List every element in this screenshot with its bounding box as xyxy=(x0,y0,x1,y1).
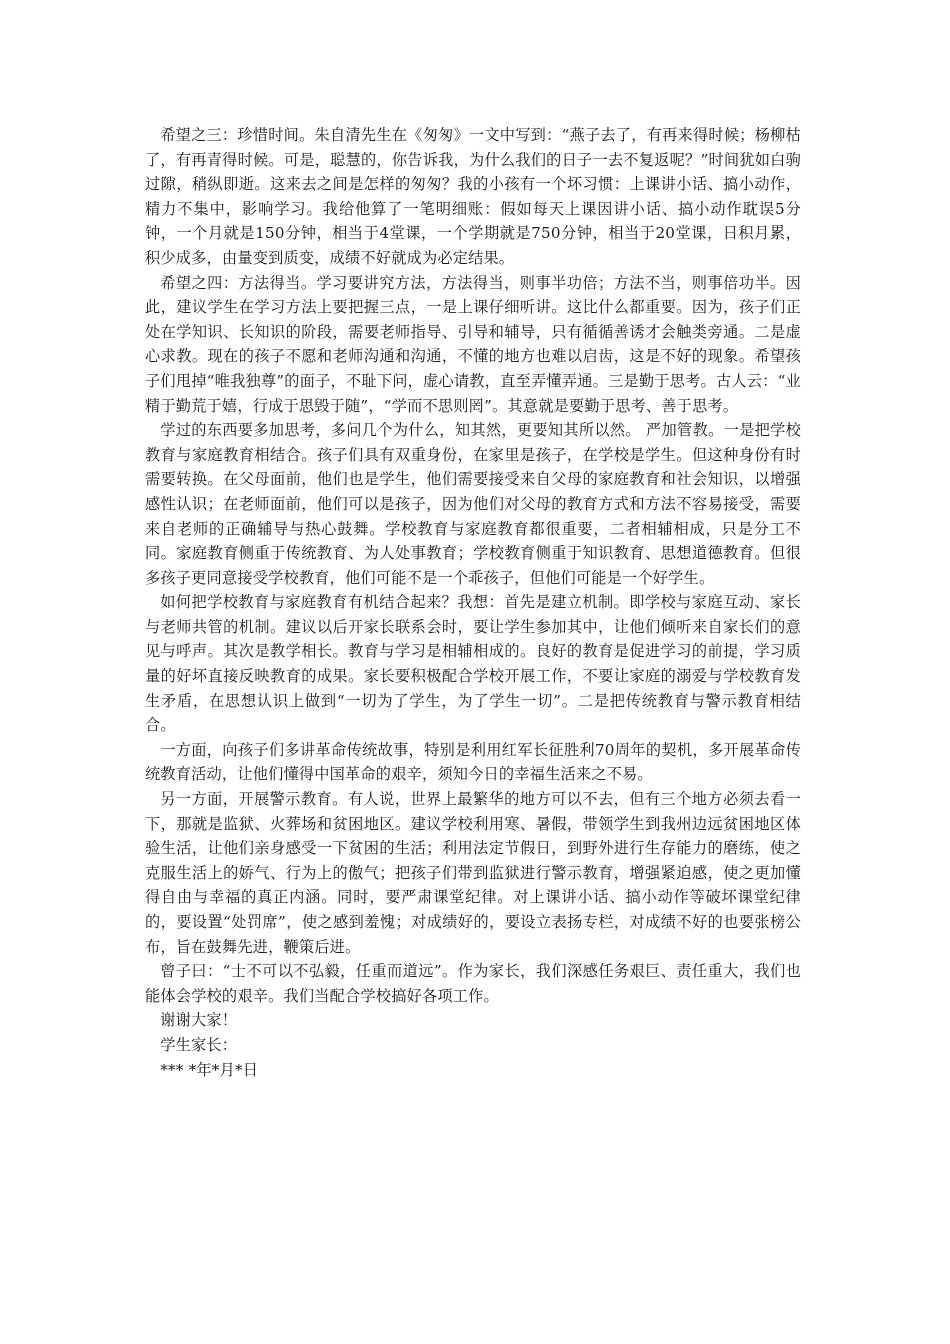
document-body xyxy=(145,123,801,1082)
paragraph-hope-three: 希望之三：珍惜时间。朱自清先生在《匆匆》一文中写到：“燕子去了，有再来得时候；杨柳枯了，有再青得时候。可是，聪慧的，你告诉我，为什么我们的日子一去不复返呢？”时间犹如白驹过隙，稍纵即逝。这来去之间是怎样的匆匆？我的小孩有一个坏习惯：上课讲小话、搞小动作，精力不集中，影响学习。我给他算了一笔明细账：假如每天上课因讲小话、搞小动作耽误5分钟，一个月就是150分钟，相当于4堂课，一个学期就是750分钟，相当于20堂课，日积月累，积少成多，由量变到质变，成绩不好就成为必定结果。 xyxy=(145,126,801,267)
paragraph-revolutionary-tradition: 一方面，向孩子们多讲革命传统故事，特别是利用红军长征胜利70周年的契机，多开展革命传统教育活动，让他们懂得中国革命的艰辛，须知今日的幸福生活来之不易。 xyxy=(145,740,801,784)
closing-signature: 学生家长： xyxy=(160,1035,238,1054)
closing-date-line: *** *年*月*日 xyxy=(160,1060,259,1079)
closing-thanks: 谢谢大家！ xyxy=(160,1011,238,1030)
paragraph-school-family-combination: 如何把学校教育与家庭教育有机结合起来？我想：首先是建立机制。即学校与家庭互动、家长与老师共管的机制。建议以后开家长联系会时，要让学生参加其中，让他们倾听来自家长们的意见与呼声。其次是教学相长。教育与学习是相辅相成的。良好的教育是促进学习的前提，学习质量的好坏直接反映教育的成果。家长要积极配合学校开展工作，不要让家庭的溺爱与学校教育发生矛盾，在思想认识上做到“一切为了学生，为了学生一切”。二是把传统教育与警示教育相结合。 xyxy=(145,593,801,735)
paragraph-hope-four: 希望之四：方法得当。学习要讲究方法，方法得当，则事半功倍；方法不当，则事倍功半。因此，建议学生在学习方法上要把握三点，一是上课仔细听讲。这比什么都重要。因为，孩子们正处在学知识、长知识的阶段，需要老师指导、引导和辅导，只有循循善诱才会触类旁通。二是虚心求教。现在的孩子不愿和老师沟通和沟通，不懂的地方也难以启齿，这是不好的现象。希望孩子们甩掉“唯我独尊”的面子，不耻下问，虚心请教，直至弄懂弄通。三是勤于思考。古人云：“业精于勤荒于嬉，行成于思毁于随”，“学而不思则罔”。其意就是要勤于思考、善于思考。 xyxy=(145,273,801,415)
paragraph-zengzi-quote: 曾子曰：“士不可以不弘毅，任重而道远”。作为家长，我们深感任务艰巨、责任重大，我们也能体会学校的艰辛。我们当配合学校搞好各项工作。 xyxy=(145,962,801,1005)
paragraph-warning-education: 另一方面，开展警示教育。有人说，世界上最繁华的地方可以不去，但有三个地方必须去看一下，那就是监狱、火葬场和贫困地区。建议学校利用寒、暑假，带领学生到我州边远贫困地区体验生活，让他们亲身感受一下贫困的生活；利用法定节假日，到野外进行生存能力的磨练，使之克服生活上的娇气、行为上的傲气；把孩子们带到监狱进行警示教育，增强紧迫感，使之更加懂得自由与幸福的真正内涵。同时，要严肃课堂纪律。对上课讲小话、搞小动作等破坏课堂纪律的，要设置“处罚席”，使之感到羞愧；对成绩好的，要设立表扬专栏，对成绩不好的也要张榜公布，旨在鼓舞先进，鞭策后进。 xyxy=(145,790,801,956)
paragraph-strict-discipline: 学过的东西要多加思考，多问几个为什么，知其然，更要知其所以然。 严加管教。一是把学校教育与家庭教育相结合。孩子们具有双重身份，在家里是孩子，在学校是学生。但这种身份有时需要转换。在父母面前，他们也是学生，他们需要接受来自父母的家庭教育和社会知识，以增强感性认识；在老师面前，他们可以是孩子，因为他们对父母的教育方式和方法不容易接受，需要来自老师的正确辅导与热心鼓舞。学校教育与家庭教育都很重要，二者相辅相成，只是分工不同。家庭教育侧重于传统教育、为人处事教育；学校教育侧重于知识教育、思想道德教育。但很多孩子更同意接受学校教育，他们可能不是一个乖孩子，但他们可能是一个好学生。 xyxy=(145,421,801,587)
